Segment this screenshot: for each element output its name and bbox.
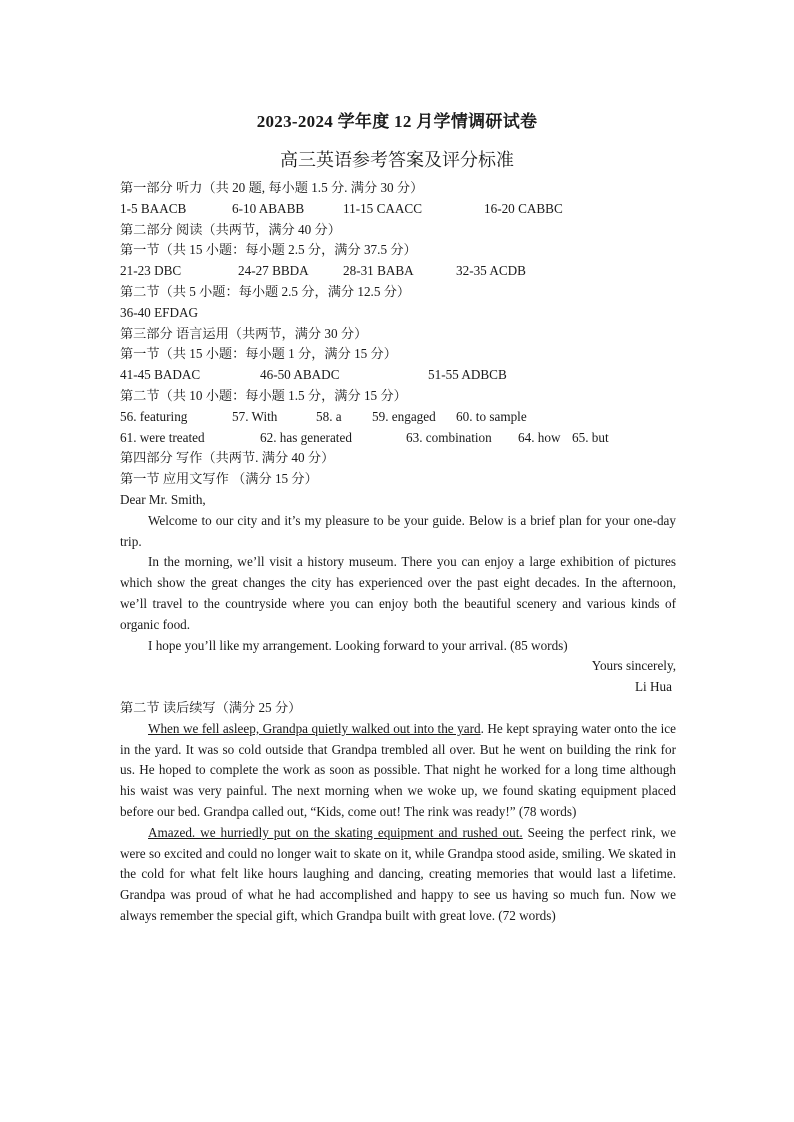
answer-group: 46-50 ABADC: [260, 367, 340, 383]
letter-closing: Yours sincerely,: [591, 658, 676, 674]
answer-item: 63. combination: [406, 429, 492, 445]
part3-sec1-answers: [120, 365, 676, 386]
letter-greeting: Dear Mr. Smith,: [120, 491, 206, 507]
answer-item: 56. featuring: [120, 408, 188, 424]
part3-sec2-row1: [120, 407, 676, 428]
part3-sec1-heading: 第一节（共 15 小题：每小题 1 分，满分 15 分）: [120, 346, 397, 362]
answer-item: 64. how: [518, 429, 561, 445]
part4-heading: 第四部分 写作（共两节. 满分 40 分）: [120, 450, 335, 466]
part3-sec2-row2: [120, 428, 676, 449]
part4-sec1-heading: 第一节 应用文写作 （满分 15 分）: [120, 471, 318, 487]
answer-group: 11-15 CAACC: [343, 200, 423, 216]
answer-item: 59. engaged: [372, 408, 436, 424]
part3-heading: 第三部分 语言运用（共两节，满分 30 分）: [120, 325, 368, 341]
answer-group: 16-20 CABBC: [484, 200, 563, 216]
answer-group: 6-10 ABABB: [232, 200, 305, 216]
paragraph-text: . He kept spraying water onto the ice in the yard. It was so cold outside that Grandpa trembled all over. But he went on building the rink for us. He hoped to complete the work as soon as possible. That night he worked for a long time although his waist was very painful. The next morning when we woke up, we found skating equipment placed before our bed. Grandpa called out, “Kids, come out! The rink was ready!” (78 words): [120, 720, 676, 819]
letter-signature: Li Hua: [635, 679, 672, 695]
part2-sec1-heading: 第一节（共 15 小题：每小题 2.5 分，满分 37.5 分）: [120, 242, 417, 258]
underlined-opening-sentence: Amazed. we hurriedly put on the skating equipment and rushed out.: [148, 824, 523, 840]
answer-item: 57. With: [232, 408, 278, 424]
underlined-opening-sentence: When we fell asleep, Grandpa quietly walked out into the yard: [148, 720, 481, 736]
continuation-paragraph: [120, 823, 676, 927]
answer-item: 62. has generated: [260, 429, 352, 445]
answer-item: 61. were treated: [120, 429, 205, 445]
letter-paragraph: Welcome to our city and it’s my pleasure to be your guide. Below is a brief plan for your one-day trip.: [120, 512, 676, 549]
letter-paragraph: In the morning, we’ll visit a history museum. There you can enjoy a large exhibition of pictures which show the great changes the city has experienced over the past eight decades. In the afternoon, we’ll travel to the countryside where you can enjoy both the beautiful scenery and various kinds of organic food.: [120, 554, 676, 632]
part1-heading: 第一部分 听力（共 20 题, 每小题 1.5 分. 满分 30 分）: [120, 180, 424, 195]
paragraph-text: Seeing the perfect rink, we were so excited and could no longer wait to skate on it, while Grandpa stood aside, smiling. We skated in the cold for what felt like hours laughing and dancing, creating memories that would last a lifetime. Grandpa was proud of what he had accomplished and happy to see us having so much fun. Now we always remember the special gift, which Grandpa built with great love. (72 words): [120, 824, 676, 923]
part2-sec2-answer: 36-40 EFDAG: [120, 304, 199, 320]
continuation-paragraph: [120, 719, 676, 823]
answer-group: 41-45 BADAC: [120, 367, 201, 383]
answer-item: 58. a: [316, 408, 342, 424]
part3-sec2-heading: 第二节（共 10 小题：每小题 1.5 分，满分 15 分）: [120, 387, 407, 403]
answer-item: 60. to sample: [456, 408, 527, 424]
part1-answers: [120, 199, 676, 220]
answer-group: 24-27 BBDA: [238, 263, 309, 279]
part2-sec2-heading: 第二节（共 5 小题：每小题 2.5 分，满分 12.5 分）: [120, 283, 411, 299]
answer-group: 51-55 ADBCB: [428, 367, 507, 383]
answer-group: 32-35 ACDB: [456, 263, 526, 279]
answer-item: 65. but: [572, 429, 609, 445]
letter-paragraph: I hope you’ll like my arrangement. Looking forward to your arrival. (85 words): [148, 637, 568, 653]
answer-group: 28-31 BABA: [343, 263, 414, 279]
part2-heading: 第二部分 阅读（共两节，满分 40 分）: [120, 221, 341, 237]
page-subtitle: 高三英语参考答案及评分标准: [280, 150, 514, 170]
answer-content: [120, 178, 676, 927]
part2-sec1-answers: [120, 261, 676, 282]
answer-group: 21-23 DBC: [120, 263, 182, 279]
page-title: 2023-2024 学年度 12 月学情调研试卷: [256, 112, 538, 131]
part4-sec2-heading: 第二节 读后续写（满分 25 分）: [120, 699, 302, 715]
answer-group: 1-5 BAACB: [120, 200, 187, 216]
